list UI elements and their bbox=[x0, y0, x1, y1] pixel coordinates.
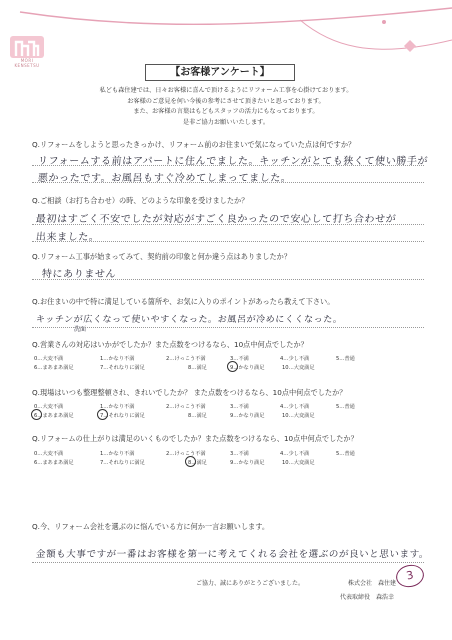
scale-option: 0…大変不満 bbox=[34, 451, 64, 457]
survey-title: 【お客様アンケート】 bbox=[145, 64, 295, 81]
scale-option: 6…まあまあ満足 bbox=[34, 365, 74, 371]
scale-option: 8…満足 bbox=[188, 365, 207, 371]
scale-option: 5…普通 bbox=[336, 404, 355, 410]
answer-line bbox=[32, 182, 424, 183]
ribbon-decoration bbox=[0, 0, 452, 100]
intro-line: 私ども森住建では、日々お客様に喜んで頂けるようにリフォーム工事を心掛けております。 bbox=[99, 87, 353, 94]
question-8: Q.今、リフォーム会社を選ぶのに悩んでいる方に何か一言お願いします。 bbox=[32, 522, 270, 531]
answer-line bbox=[32, 327, 424, 328]
scale-option: 10…大変満足 bbox=[282, 365, 315, 371]
answer-line bbox=[32, 224, 424, 225]
answer-line bbox=[32, 241, 424, 242]
handwritten-number-mark: 3 bbox=[394, 562, 426, 589]
question-6: Q.現場はいつも整理整頓され、きれいでしたか？ また点数をつけるなら、10点中何点でしたか？ bbox=[32, 388, 347, 397]
question-3: Q.リフォーム工事が始まってみて、契約前の印象と何か違う点はありましたか？ bbox=[32, 252, 292, 261]
answer-3: 特にありません bbox=[41, 269, 117, 280]
answer-line bbox=[32, 562, 424, 563]
scale-option: 10…大変満足 bbox=[282, 460, 315, 466]
question-2: Q.ご相談（お打ち合わせ）の時、どのような印象を受けましたか？ bbox=[32, 196, 249, 205]
scale-option: 3…不満 bbox=[230, 404, 249, 410]
answer-line bbox=[32, 279, 424, 280]
answer-4: キッチンが広くなって使いやすくなった。お風呂が冷めにくくなった。 bbox=[35, 315, 343, 325]
scale-option: 5…普通 bbox=[336, 451, 355, 457]
answer-4-note: 洗面 bbox=[74, 326, 87, 333]
question-7: Q.リフォームの仕上がりは満足のいくものでしたか？また点数をつけるなら、10点中何点でしたか？ bbox=[32, 434, 358, 443]
scale-option: 1…かなり不満 bbox=[100, 451, 135, 457]
intro-text bbox=[50, 86, 402, 128]
scale-option: 9…かなり満足 bbox=[230, 460, 265, 466]
selected-rating-circle bbox=[185, 456, 196, 467]
scale-option: 3…不満 bbox=[230, 451, 249, 457]
scale-option: 2…けっこう不満 bbox=[166, 356, 206, 362]
intro-line: お客様のご意見を何い今後の参考にさせて頂きたいと思っております。 bbox=[127, 97, 325, 105]
question-4: Q.お住まいの中で特に満足している箇所や、お気に入りのポイントがあったら教えて下さい。 bbox=[32, 297, 335, 306]
intro-line: 是非ご協力お願いいたします。 bbox=[182, 118, 270, 126]
intro-line: また、お客様の言葉はもどもスタッフの活力にもなっております。 bbox=[133, 108, 319, 116]
answer-1-line-2: 悪かったです。お風呂もすぐ冷めてしまってました。 bbox=[37, 173, 292, 184]
answer-line bbox=[32, 165, 424, 166]
scale-option: 10…大変満足 bbox=[282, 413, 315, 419]
scale-option: 6…まあまあ満足 bbox=[34, 460, 74, 466]
answer-2-line-2: 出来ました。 bbox=[35, 232, 100, 243]
scale-option: 0…大変不満 bbox=[34, 356, 64, 362]
selected-rating-circle bbox=[227, 361, 238, 372]
scale-option: 4…少し不満 bbox=[280, 404, 310, 410]
scale-option: 9…かなり満足 bbox=[230, 365, 265, 371]
scale-option: 3…不満 bbox=[230, 356, 249, 362]
answer-2-line-1: 最初はすごく不安でしたが対応がすごく良かったので安心して打ち合わせが bbox=[35, 214, 397, 225]
question-5: Q.営業さんの対応はいかがでしたか？また点数をつけるなら、10点中何点でしたか？ bbox=[32, 340, 308, 349]
scale-option: 1…かなり不満 bbox=[100, 404, 135, 410]
logo-text: MORI KENSETSU bbox=[14, 58, 40, 68]
scale-option: 2…けっこう不満 bbox=[166, 451, 206, 457]
thanks-text: ご協力、誠にありがとうございました。 bbox=[196, 580, 305, 587]
scale-option: 8…満足 bbox=[188, 460, 207, 466]
representative-name: 代表取締役 森浩幸 bbox=[340, 594, 395, 601]
scale-option: 2…けっこう不満 bbox=[166, 404, 206, 410]
scale-option: 0…大変不満 bbox=[34, 404, 64, 410]
scale-option: 4…少し不満 bbox=[280, 356, 310, 362]
company-name: 株式会社 森住建 bbox=[348, 580, 397, 587]
scale-option: 9…かなり満足 bbox=[230, 413, 265, 419]
scale-option: 1…かなり不満 bbox=[100, 356, 135, 362]
company-logo bbox=[8, 34, 46, 68]
selected-rating-circle bbox=[31, 409, 42, 420]
scale-option: 6…まあまあ満足 bbox=[34, 413, 74, 419]
answer-1-line-1: リフォームする前はアパートに住んでました。キッチンがとても狭くて使い勝手が bbox=[37, 156, 429, 167]
scale-option: 4…少し不満 bbox=[280, 451, 310, 457]
scale-option: 7…それなりに満足 bbox=[100, 365, 145, 371]
scale-option: 8…満足 bbox=[188, 413, 207, 419]
answer-8: 金額も大事ですが一番はお客様を第一に考えてくれる会社を選ぶのが良いと思います。 bbox=[35, 549, 430, 560]
scale-option: 5…普通 bbox=[336, 356, 355, 362]
selected-rating-circle bbox=[97, 409, 108, 420]
question-1: Q.リフォームをしようと思ったきっかけ、リフォーム前のお住まいで気になっていた点は何ですか？ bbox=[32, 140, 356, 149]
scale-option: 7…それなりに満足 bbox=[100, 460, 145, 466]
scale-option: 7…それなりに満足 bbox=[100, 413, 145, 419]
